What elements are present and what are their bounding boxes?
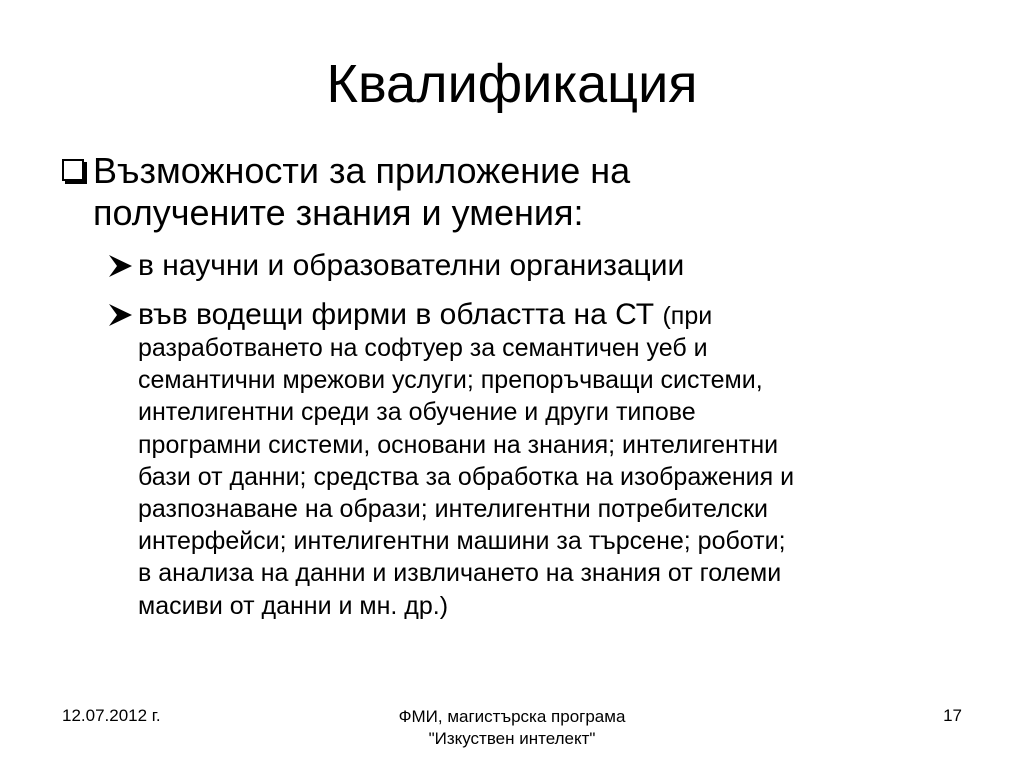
main-bullet [60,150,960,234]
arrow-icon [106,301,134,329]
detail-line: разработването на софтуер за семантичен уеб и [138,334,708,362]
arrow-icon [106,252,134,280]
slide-title: Квалификация [326,54,698,114]
main-bullet-line-2: получените знания и умения: [93,192,584,233]
detail-line: бази от данни; средства за обработка на изображения и [138,462,795,491]
footer-date: 12.07.2012 г. [62,706,161,725]
checkbox-icon [62,159,84,181]
main-bullet-marker [60,150,93,234]
detail-line: интелигентни среди за обучение и други типове [138,398,696,427]
subbullet-text: във водещи фирми в областта на СТ [138,298,655,331]
footer-program-line-1: ФМИ, магистърска програма [398,707,626,726]
subbullet-marker [106,249,138,283]
subbullet-companies [106,298,986,622]
detail-line: масиви от данни и мн. др.) [138,591,449,620]
detail-line: интерфейси; интелигентни машини за търсене; роботи; [138,527,786,556]
footer-program-line-2: "Изкуствен интелект" [428,729,596,748]
page-number: 17 [943,706,962,725]
main-bullet-text [93,150,630,234]
detail-line: семантични мрежови услуги; препоръчващи системи, [138,366,763,395]
subbullet-marker [106,298,138,622]
subbullet-paren-open: (при [662,302,713,330]
detail-line: програмни системи, основани на знания; интелигентни [138,430,779,459]
footer-program [0,706,1024,750]
detail-line: в анализа на данни и извличането на знания от големи [138,559,782,588]
main-bullet-line-1: Възможности за приложение на [93,150,631,191]
subbullet-heading-line [138,298,794,332]
subbullet-research [106,249,986,283]
subbullet-text: в научни и образователни организации [138,249,685,282]
subbullet-details [138,332,794,622]
detail-line: разпознаване на образи; интелигентни потребителски [138,495,769,524]
subbullet-content [138,298,794,622]
